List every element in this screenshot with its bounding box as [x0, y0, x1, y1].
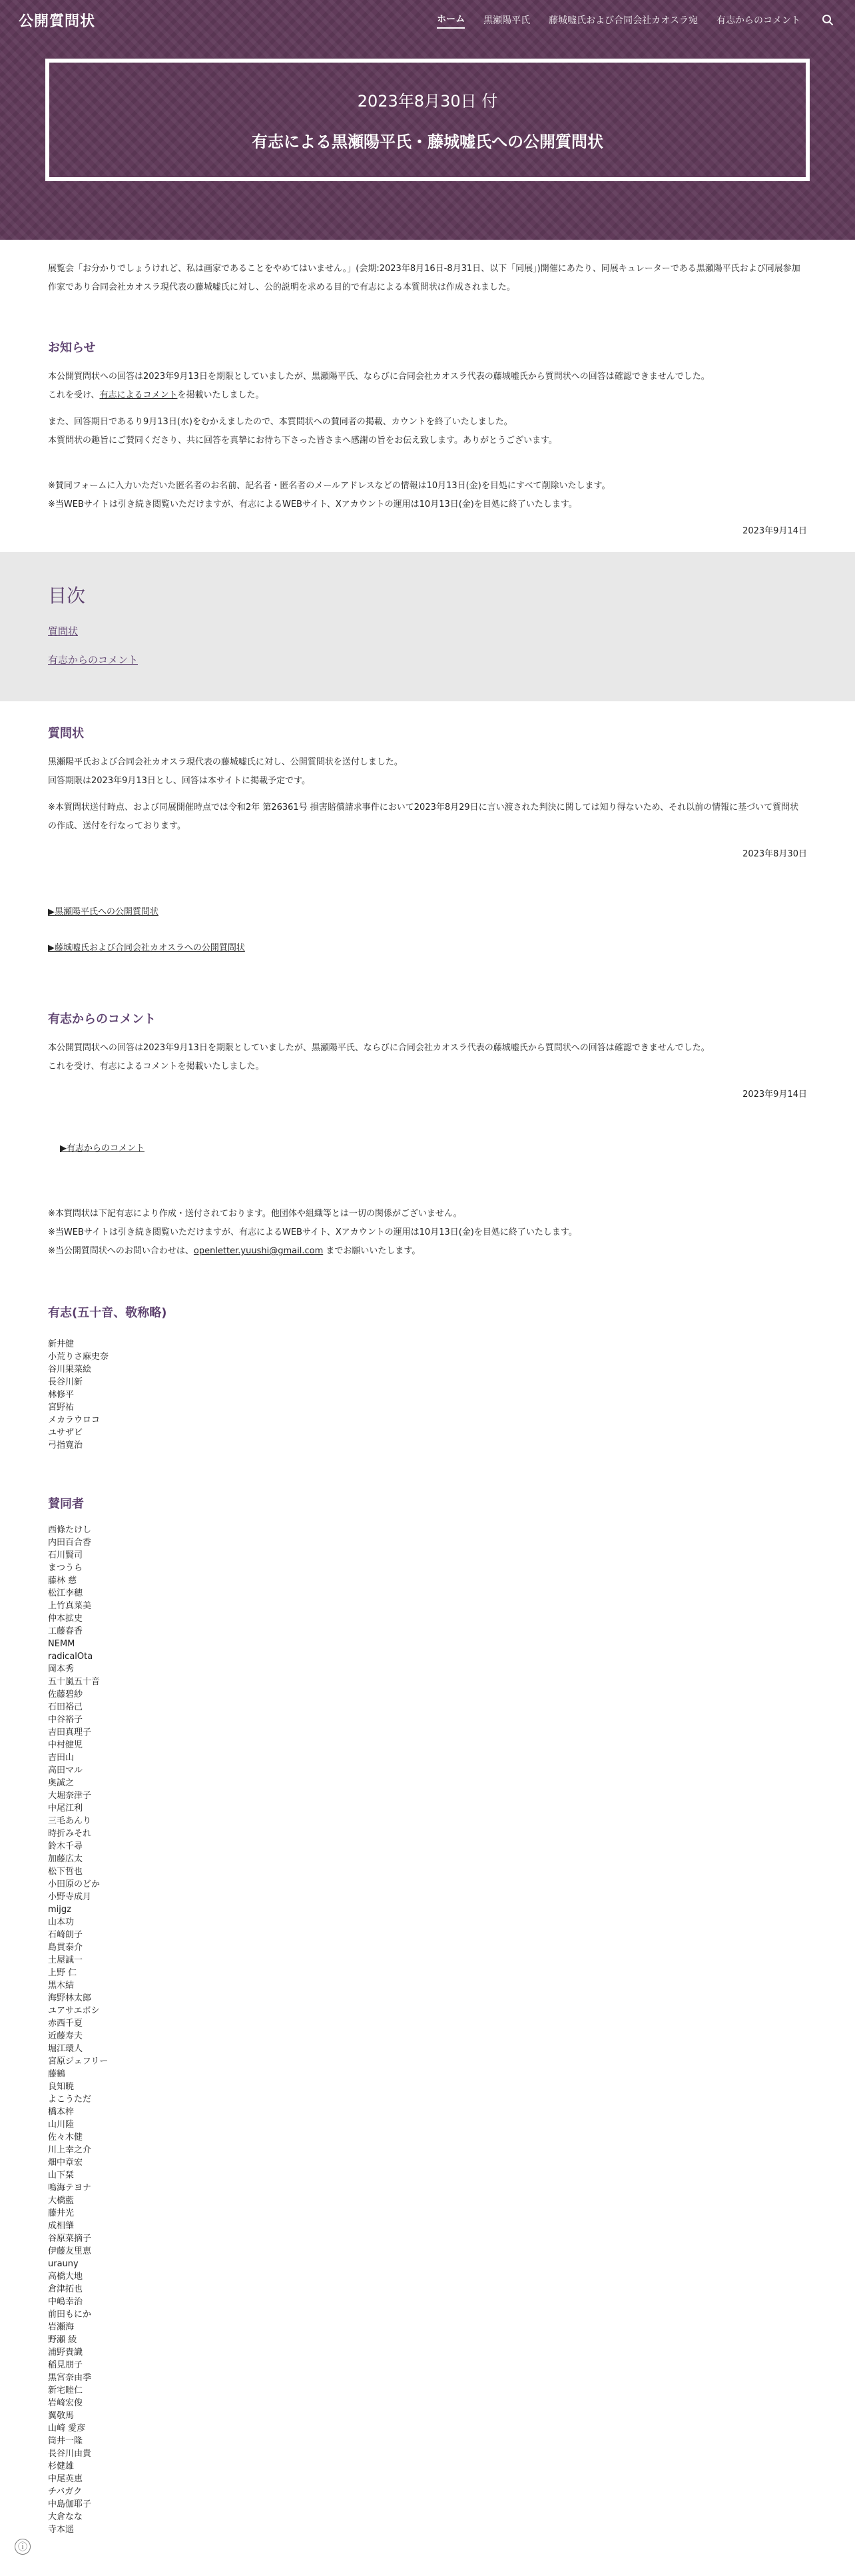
name-list-item: 宮野祐: [48, 1401, 807, 1414]
comments-date: 2023年9月14日: [48, 1087, 807, 1100]
supporters-list: [48, 1524, 807, 2536]
comments-p2: これを受け、有志によるコメントを掲載いたしました。: [48, 1058, 807, 1076]
name-list-item: 三毛あんり: [48, 1815, 807, 1827]
notice-section: [0, 297, 855, 536]
comments-p1: 本公開質問状への回答は2023年9月13日を期限としていましたが、黒瀬陽平氏、ならびに合同会社カオスラ代表の藤城嘘氏から質問状への回答は確認できませんでした。: [48, 1039, 807, 1058]
name-list-item: 五十嵐五十音: [48, 1676, 807, 1688]
name-list-item: 岡本秀: [48, 1663, 807, 1676]
letter-link-fujishiro: [48, 939, 807, 958]
top-nav: [0, 0, 855, 40]
comments-link: [48, 1139, 807, 1158]
letter-link-kurose-text[interactable]: ▶︎黒瀬陽平氏への公開質問状: [48, 907, 158, 917]
name-list-item: 中尾江利: [48, 1802, 807, 1815]
notice-note1: ※賛同フォームに入力いただいた匿名者のお名前、記名者・匿名者のメールアドレスなどの情報は10月13日(金)を目処にすべて削除いたします。: [48, 477, 807, 495]
supporters-section: [0, 1452, 855, 2576]
info-icon[interactable]: ⓘ: [15, 2539, 31, 2555]
name-list-item: 佐藤碧紗: [48, 1688, 807, 1701]
intro-section: [0, 240, 855, 297]
nav-links: [437, 11, 836, 29]
name-list-item: 加藤広太: [48, 1853, 807, 1865]
name-list-item: 吉田山: [48, 1752, 807, 1764]
notice-p1: 本公開質問状への回答は2023年9月13日を期限としていましたが、黒瀬陽平氏、ならびに合同会社カオスラ代表の藤城嘘氏から質問状への回答は確認できませんでした。: [48, 368, 807, 386]
name-list-item: 大倉なな: [48, 2511, 807, 2523]
nav-home[interactable]: ホーム: [437, 12, 465, 29]
site-title[interactable]: 公開質問状: [19, 10, 95, 31]
name-list-item: 奥誠之: [48, 1777, 807, 1789]
name-list-item: 伊藤友里恵: [48, 2245, 807, 2258]
name-list-item: ユサザビ: [48, 1427, 807, 1439]
name-list-item: 高田マル: [48, 1764, 807, 1777]
notice-heading: お知らせ: [48, 338, 807, 356]
letter-p3: ※本質問状送付時点、および同展開催時点では令和2年 第26361号 損害賠償請求事件において2023年8月29日に言い渡された判決に関しては知り得ないため、それ以前の情報に基づいて質問状の作成、送付を行なっております。: [48, 799, 807, 836]
name-list-item: 杉健雄: [48, 2460, 807, 2473]
footer-notes: [0, 1158, 855, 1261]
name-list-item: 上野 仁: [48, 1967, 807, 1979]
name-list-item: 畑中章宏: [48, 2156, 807, 2169]
letter-p1: 黒瀬陽平氏および合同会社カオスラ現代表の藤城嘘氏に対し、公開質問状を送付しました。: [48, 753, 807, 772]
name-list-item: ユアサエボシ: [48, 2005, 807, 2017]
name-list-item: よこうただ: [48, 2093, 807, 2106]
table-of-contents: [0, 552, 855, 701]
letter-p2: 回答期限は2023年9月13日とし、回答は本サイトに掲載予定です。: [48, 772, 807, 791]
name-list-item: 近藤寿夫: [48, 2030, 807, 2043]
name-list-item: 佐々木健: [48, 2131, 807, 2144]
name-list-item: 藤林 慈: [48, 1574, 807, 1587]
footer-note3: [48, 1242, 807, 1261]
name-list-item: 山崎 愛彦: [48, 2422, 807, 2435]
name-list-item: 小田原のどか: [48, 1878, 807, 1891]
name-list-item: radicalOta: [48, 1650, 807, 1663]
volunteers-section: [0, 1261, 855, 1452]
footer-note3-post: までお願いいたします。: [323, 1246, 420, 1256]
name-list-item: 中谷裕子: [48, 1714, 807, 1726]
name-list-item: 吉田真理子: [48, 1726, 807, 1739]
notice-p2-post: を掲載いたしました。: [178, 390, 264, 400]
toc-item-comments[interactable]: 有志からのコメント: [48, 653, 807, 667]
name-list-item: 大橋藍: [48, 2194, 807, 2207]
name-list-item: 内田百合香: [48, 1536, 807, 1549]
name-list-item: 橋本梓: [48, 2106, 807, 2118]
name-list-item: urauny: [48, 2258, 807, 2270]
name-list-item: 大堀奈津子: [48, 1789, 807, 1802]
name-list-item: 新宅睦仁: [48, 2384, 807, 2397]
name-list-item: 中村健児: [48, 1739, 807, 1752]
name-list-item: 石崎朗子: [48, 1929, 807, 1941]
notice-date: 2023年9月14日: [48, 523, 807, 536]
name-list-item: 宮原ジェフリー: [48, 2055, 807, 2068]
name-list-item: 寺本遥: [48, 2523, 807, 2536]
name-list-item: 谷原菜摘子: [48, 2232, 807, 2245]
footer-note3-pre: ※当公開質問状へのお問い合わせは、: [48, 1246, 194, 1256]
name-list-item: 浦野貴識: [48, 2346, 807, 2359]
name-list-item: 山下栞: [48, 2169, 807, 2182]
name-list-item: 翼敬馬: [48, 2410, 807, 2422]
notice-p3: また、回答期日であるり9月13日(水)をむかえましたので、本質問状への賛同者の掲載、カウントを終了いたしました。: [48, 413, 807, 432]
name-list-item: 岩瀬海: [48, 2321, 807, 2334]
name-list-item: mijgz: [48, 1903, 807, 1916]
letter-date: 2023年8月30日: [48, 846, 807, 859]
name-list-item: 黒宮奈由季: [48, 2372, 807, 2384]
notice-p2-pre: これを受け、: [48, 390, 99, 400]
name-list-item: NEMM: [48, 1638, 807, 1650]
name-list-item: 林修平: [48, 1389, 807, 1401]
name-list-item: メカラウロコ: [48, 1414, 807, 1427]
footer-note2: ※当WEBサイトは引き続き閲覧いただけますが、有志によるWEBサイト、Xアカウントの運用は10月13日(金)を目処に終了いたします。: [48, 1223, 807, 1242]
name-list-item: 稲見朋子: [48, 2359, 807, 2372]
nav-kurose[interactable]: 黒瀬陽平氏: [483, 13, 530, 27]
name-list-item: 弓指寛治: [48, 1439, 807, 1452]
name-list-item: 上竹真菜美: [48, 1600, 807, 1612]
name-list-item: 前田もにか: [48, 2308, 807, 2321]
letter-link-fujishiro-text[interactable]: ▶︎藤城嘘氏および合同会社カオスラへの公開質問状: [48, 943, 245, 953]
name-list-item: 西條たけし: [48, 1524, 807, 1536]
name-list-item: 海野林太郎: [48, 1992, 807, 2005]
name-list-item: 野瀬 綾: [48, 2334, 807, 2346]
name-list-item: 工藤春香: [48, 1625, 807, 1638]
name-list-item: 谷川果菜絵: [48, 1363, 807, 1376]
name-list-item: 小野寺成月: [48, 1891, 807, 1903]
supporters-heading: 賛同者: [48, 1494, 807, 1512]
search-icon-glyph: [822, 14, 834, 26]
notice-comment-link[interactable]: 有志によるコメント: [99, 390, 177, 400]
name-list-item: チバガク: [48, 2485, 807, 2498]
name-list-item: 黒木結: [48, 1979, 807, 1992]
hero-title-box: [45, 59, 810, 181]
name-list-item: 倉津拓也: [48, 2283, 807, 2296]
comments-heading: 有志からのコメント: [48, 1010, 807, 1027]
hero-headline: 有志による黒瀬陽平氏・藤城嘘氏への公開質問状: [252, 129, 603, 152]
name-list-item: 鈴木千尋: [48, 1840, 807, 1853]
name-list-item: 石田裕己: [48, 1701, 807, 1714]
name-list-item: 良知暁: [48, 2081, 807, 2093]
volunteers-list: [48, 1338, 807, 1452]
name-list-item: 小荒りさ麻史奈: [48, 1351, 807, 1363]
name-list-item: 赤西千夏: [48, 2017, 807, 2030]
name-list-item: 高橋大地: [48, 2270, 807, 2283]
name-list-item: 藤井光: [48, 2207, 807, 2220]
nav-fujishiro-chaosla[interactable]: 藤城嘘氏および合同会社カオスラ宛: [549, 13, 698, 27]
notice-note2: ※当WEBサイトは引き続き閲覧いただけますが、有志によるWEBサイト、Xアカウントの運用は10月13日(金)を目処に終了いたします。: [48, 495, 807, 514]
name-list-item: 土屋誠一: [48, 1954, 807, 1967]
toc-item-letter[interactable]: 質問状: [48, 624, 807, 638]
search-icon[interactable]: [819, 11, 836, 29]
name-list-item: 時折みそれ: [48, 1827, 807, 1840]
name-list-item: 島貫泰介: [48, 1941, 807, 1954]
hero-banner: [0, 0, 855, 240]
name-list-item: 仲本拡史: [48, 1612, 807, 1625]
name-list-item: 中島伽耶子: [48, 2498, 807, 2511]
comments-link-text[interactable]: ▶︎有志からのコメント: [60, 1143, 144, 1153]
nav-comments[interactable]: 有志からのコメント: [716, 13, 800, 27]
name-list-item: 筒井一隆: [48, 2435, 807, 2447]
name-list-item: 長谷川由貴: [48, 2447, 807, 2460]
notice-p4: 本質問状の趣旨にご賛同くださり、共に回答を真摯にお待ち下さった皆さまへ感謝の旨をお伝え致します。ありがとうございます。: [48, 432, 807, 450]
name-list-item: 山川陸: [48, 2118, 807, 2131]
volunteers-heading: 有志(五十音、敬称略): [48, 1303, 807, 1321]
name-list-item: 川上幸之介: [48, 2144, 807, 2156]
footer-note1: ※本質問状は下記有志により作成・送付されております。他団体や組織等とは一切の関係がございません。: [48, 1205, 807, 1223]
name-list-item: 岩崎宏俊: [48, 2397, 807, 2410]
intro-text: 展覧会「お分かりでしょうけれど、私は画家であることをやめてはいません。」(会期:2023年8月16日-8月31日、以下「同展」)開催にあたり、同展キュレーターである黒瀬陽平氏および同展参加作家であり合同会社カオスラ現代表の藤城嘘氏に対し、公的説明を求める目的で有志による本質問状は作成されました。: [48, 260, 807, 297]
toc-title: 目次: [48, 581, 807, 608]
name-list-item: 中尾英恵: [48, 2473, 807, 2485]
contact-email-link[interactable]: openletter.yuushi@gmail.com: [194, 1246, 323, 1256]
name-list-item: 新井健: [48, 1338, 807, 1351]
name-list-item: 長谷川新: [48, 1376, 807, 1389]
name-list-item: 石川賢司: [48, 1549, 807, 1562]
hero-date: 2023年8月30日 付: [358, 88, 498, 111]
name-list-item: 堀江環人: [48, 2043, 807, 2055]
name-list-item: 成相肇: [48, 2220, 807, 2232]
name-list-item: 松下哲也: [48, 1865, 807, 1878]
name-list-item: 松江李穂: [48, 1587, 807, 1600]
notice-p2: [48, 386, 807, 405]
letter-section: [0, 701, 855, 958]
name-list-item: 藤鶴: [48, 2068, 807, 2081]
name-list-item: まつうら: [48, 1562, 807, 1574]
name-list-item: 鳴海テヨナ: [48, 2182, 807, 2194]
name-list-item: 山本功: [48, 1916, 807, 1929]
comments-section: [0, 958, 855, 1158]
name-list-item: 中嶋幸治: [48, 2296, 807, 2308]
letter-link-kurose: [48, 903, 807, 922]
letter-heading: 質問状: [48, 724, 807, 741]
